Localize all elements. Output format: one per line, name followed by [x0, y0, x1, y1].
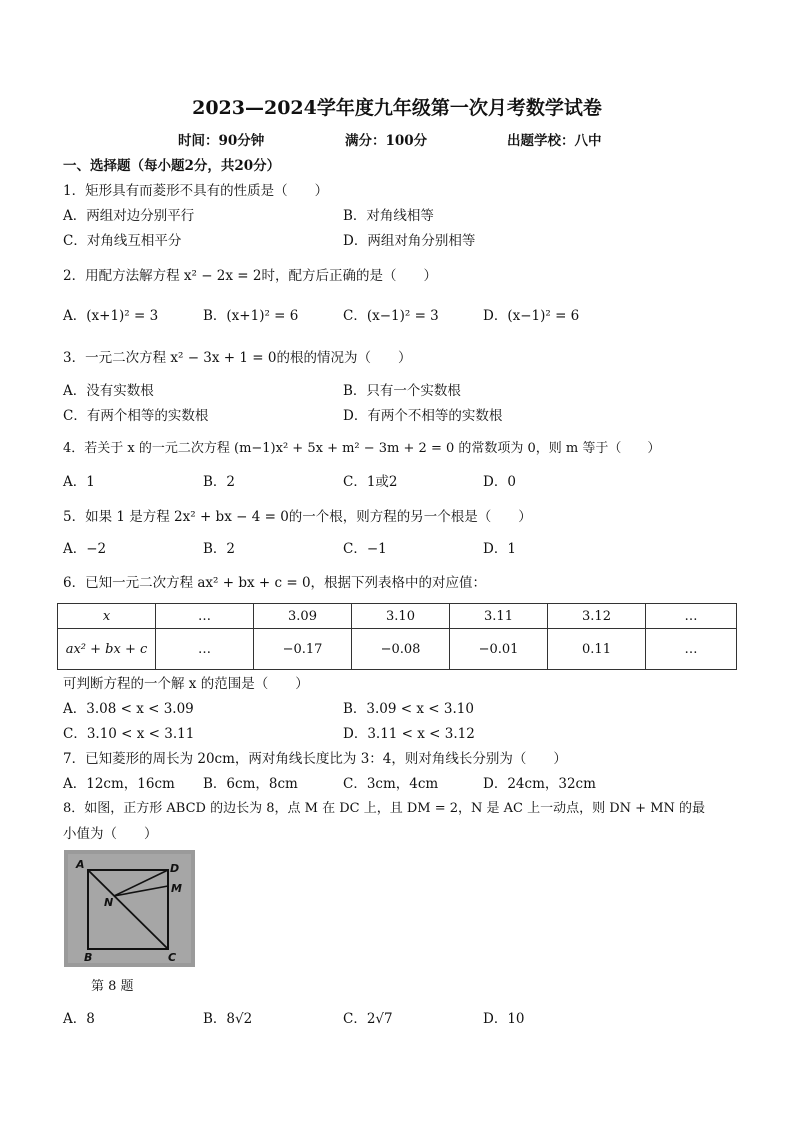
question-4-option-c: C．1或2 [343, 474, 398, 490]
question-1-option-d: D．两组对角分别相等 [343, 233, 476, 249]
table-cell: 0.11 [548, 629, 646, 670]
table-cell: … [156, 629, 254, 670]
question-2-option-b: B．(x+1)² = 6 [203, 308, 299, 324]
question-8-stem: 8．如图，正方形 ABCD 的边长为 8，点 M 在 DC 上，且 DM = 2，N 是 AC 上一动点，则 DN + MN 的最 [63, 801, 706, 816]
question-8-option-c: C．2√7 [343, 1011, 393, 1027]
value-table [57, 603, 737, 670]
question-1-option-c: C．对角线互相平分 [63, 233, 182, 249]
question-4-stem: 4．若关于 x 的一元二次方程 (m−1)x² + 5x + m² − 3m + 2 = 0 的常数项为 0，则 m 等于（ ） [63, 441, 661, 456]
question-5-option-b: B．2 [203, 541, 236, 557]
table-cell: 3.09 [254, 604, 352, 629]
question-3-stem: 3．一元二次方程 x² − 3x + 1 = 0的根的情况为（ ） [63, 350, 412, 366]
question-5-option-d: D．1 [483, 541, 516, 557]
question-7-stem: 7．已知菱形的周长为 20cm，两对角线长度比为 3：4，则对角线长分别为（ ） [63, 751, 567, 767]
square-figure [64, 850, 195, 967]
question-1-stem: 1．矩形具有而菱形不具有的性质是（ ） [63, 183, 329, 199]
table-cell: 3.10 [352, 604, 450, 629]
section-heading: 一、选择题（每小题2分，共20分） [63, 158, 281, 174]
question-2-option-c: C．(x−1)² = 3 [343, 308, 439, 324]
table-cell: … [646, 604, 737, 629]
question-3-option-b: B．只有一个实数根 [343, 383, 461, 399]
table-cell: 3.12 [548, 604, 646, 629]
table-row [58, 629, 737, 670]
question-1-option-a: A．两组对边分别平行 [63, 208, 195, 224]
exam-time: 时间：90分钟 [178, 133, 265, 149]
question-5-option-a: A．−2 [63, 541, 107, 557]
question-6-option-d: D．3.11 < x < 3.12 [343, 726, 475, 742]
table-cell: x [58, 604, 156, 629]
question-6-stem: 6．已知一元二次方程 ax² + bx + c = 0，根据下列表格中的对应值： [63, 575, 487, 591]
question-6-option-b: B．3.09 < x < 3.10 [343, 701, 474, 717]
question-4-option-d: D．0 [483, 474, 516, 490]
label-d: D [170, 862, 180, 875]
question-4-option-b: B．2 [203, 474, 236, 490]
label-c: C [168, 951, 177, 964]
question-2-stem: 2．用配方法解方程 x² − 2x = 2时，配方后正确的是（ ） [63, 268, 437, 284]
label-a: A [76, 858, 85, 871]
question-5-stem: 5．如果 1 是方程 2x² + bx − 4 = 0的一个根，则方程的另一个根是（ ） [63, 509, 532, 525]
question-6-option-c: C．3.10 < x < 3.11 [63, 726, 195, 742]
question-7-option-c: C．3cm，4cm [343, 776, 439, 792]
question-8-option-d: D．10 [483, 1011, 525, 1027]
question-6-option-a: A．3.08 < x < 3.09 [63, 701, 194, 717]
question-2-option-d: D．(x−1)² = 6 [483, 308, 580, 324]
question-7-option-a: A．12cm，16cm [63, 776, 175, 792]
question-5-option-c: C．−1 [343, 541, 387, 557]
question-2-option-a: A．(x+1)² = 3 [63, 308, 159, 324]
question-1-option-b: B．对角线相等 [343, 208, 434, 224]
exam-school: 出题学校：八中 [507, 133, 602, 149]
table-cell: … [646, 629, 737, 670]
table-cell: −0.01 [450, 629, 548, 670]
exam-score: 满分：100分 [345, 133, 428, 149]
question-8-stem-continued: 小值为（ ） [63, 826, 158, 842]
question-7-option-d: D．24cm，32cm [483, 776, 596, 792]
question-8-option-a: A．8 [63, 1011, 95, 1027]
label-n: N [104, 896, 114, 909]
question-3-option-a: A．没有实数根 [63, 383, 154, 399]
figure-caption: 第 8 题 [91, 979, 134, 994]
table-cell: … [156, 604, 254, 629]
label-b: B [84, 951, 93, 964]
table-row [58, 604, 737, 629]
question-3-option-d: D．有两个不相等的实数根 [343, 408, 503, 424]
question-3-option-c: C．有两个相等的实数根 [63, 408, 209, 424]
table-cell: −0.08 [352, 629, 450, 670]
exam-title: 2023—2024学年度九年级第一次月考数学试卷 [192, 97, 602, 119]
table-cell: 3.11 [450, 604, 548, 629]
question-4-option-a: A．1 [63, 474, 95, 490]
table-cell: ax² + bx + c [58, 629, 156, 670]
question-8-option-b: B．8√2 [203, 1011, 253, 1027]
question-7-option-b: B．6cm，8cm [203, 776, 298, 792]
question-6-followup: 可判断方程的一个解 x 的范围是（ ） [63, 676, 309, 692]
label-m: M [171, 882, 182, 895]
table-cell: −0.17 [254, 629, 352, 670]
